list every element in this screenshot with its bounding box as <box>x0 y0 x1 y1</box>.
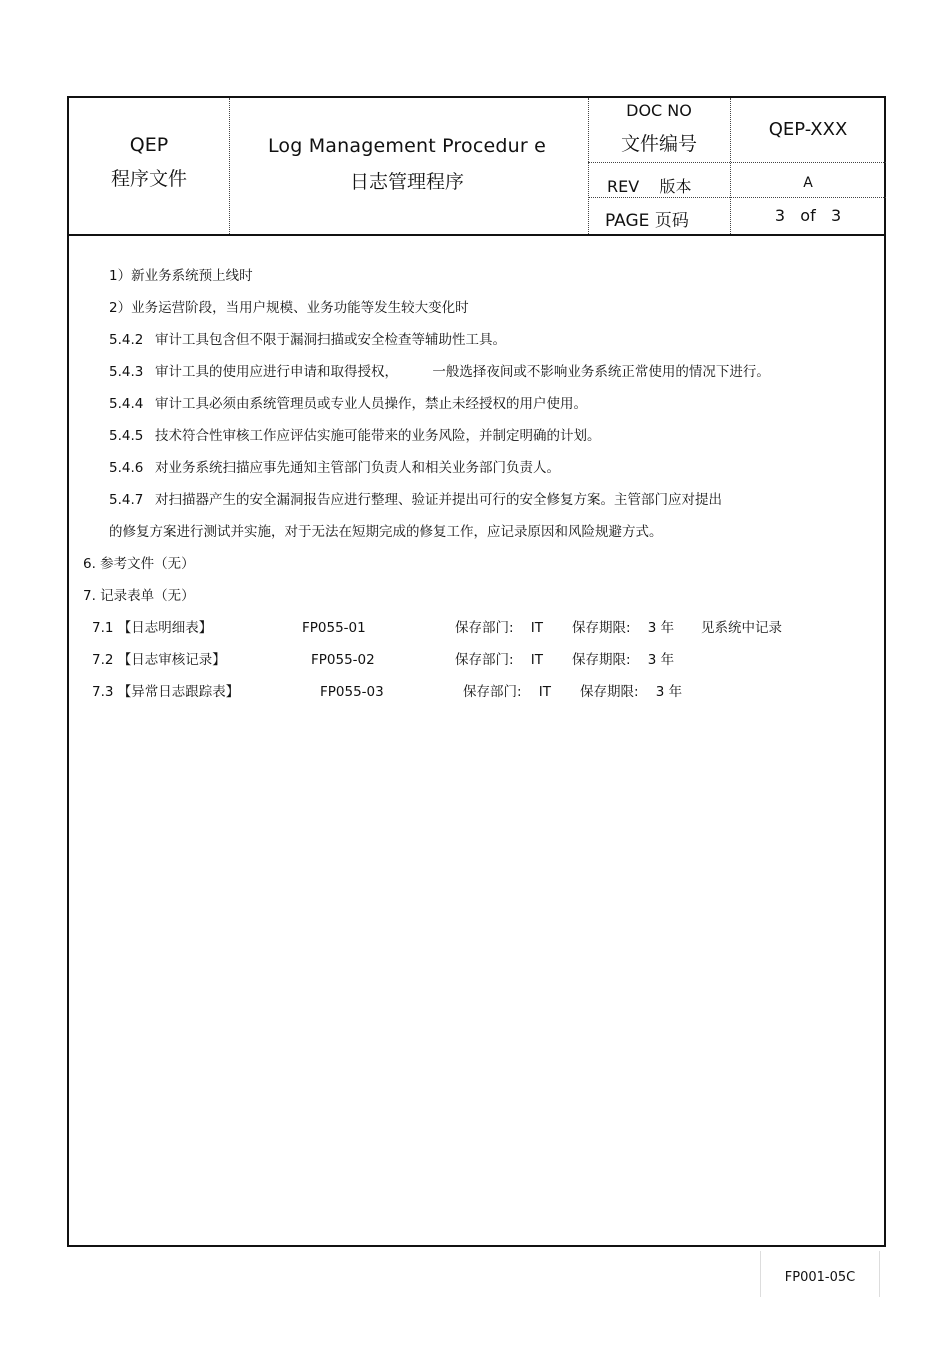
clause-number: 5.4.6 <box>109 460 144 476</box>
clause-text: 对扫描器产生的安全漏洞报告应进行整理、验证并提出可行的安全修复方案。主管部门应对提出 <box>155 492 722 508</box>
record-row <box>67 676 886 708</box>
docno-value: QEP-XXX <box>768 119 848 140</box>
document-title-cn: 日志管理程序 <box>349 171 464 193</box>
clause-text: 对业务系统扫描应事先通知主管部门负责人和相关业务部门负责人。 <box>155 460 560 476</box>
record-code: FP055-01 <box>302 620 366 636</box>
clause <box>67 452 886 484</box>
clause <box>67 484 886 516</box>
clause <box>67 324 886 356</box>
org-doc-type: 程序文件 <box>110 168 187 190</box>
clause-number: 5.4.7 <box>109 492 144 508</box>
record-id: 7.1 【日志明细表】 <box>92 620 213 636</box>
clause-continuation: 的修复方案进行测试并实施，对于无法在短期完成的修复工作，应记录原因和风险规避方式。 <box>109 524 663 540</box>
record-code: FP055-03 <box>320 684 384 700</box>
record-id: 7.3 【异常日志跟踪表】 <box>92 684 240 700</box>
rev-value: A <box>803 175 813 191</box>
record-dept: 保存部门: IT <box>455 620 543 636</box>
record-period: 保存期限: 3 年 <box>580 684 683 700</box>
header-row-divider <box>588 197 886 198</box>
clause-text: 审计工具的使用应进行申请和取得授权， 一般选择夜间或不影响业务系统正常使用的情况下进行。 <box>155 364 770 380</box>
record-id: 7.2 【日志审核记录】 <box>92 652 226 668</box>
record-row <box>67 644 886 676</box>
section-references: 6. 参考文件（无） <box>83 556 195 572</box>
document-body <box>67 260 886 708</box>
record-note: 见系统中记录 <box>701 620 782 636</box>
clause-number: 5.4.4 <box>109 396 144 412</box>
section-records: 7. 记录表单（无） <box>83 588 195 604</box>
page-label: PAGE 页码 <box>605 211 689 231</box>
clause-number: 5.4.5 <box>109 428 144 444</box>
header-row-divider <box>588 162 886 163</box>
record-period: 保存期限: 3 年 <box>572 620 675 636</box>
clause-number: 5.4.2 <box>109 332 144 348</box>
docno-label: DOC NO <box>626 101 692 120</box>
header-divider <box>229 98 230 234</box>
record-row <box>67 612 886 644</box>
clause-number: 5.4.3 <box>109 364 144 380</box>
record-period: 保存期限: 3 年 <box>572 652 675 668</box>
form-code-box <box>760 1251 880 1297</box>
record-code: FP055-02 <box>311 652 375 668</box>
clause-text: 技术符合性审核工作应评估实施可能带来的业务风险，并制定明确的计划。 <box>155 428 601 444</box>
document-title: Log Management Procedur e <box>267 135 547 157</box>
clause-text: 审计工具必须由系统管理员或专业人员操作，禁止未经授权的用户使用。 <box>155 396 587 412</box>
docno-label-cn: 文件编号 <box>620 133 697 155</box>
form-code: FP001-05C <box>784 1270 856 1285</box>
rev-label: REV 版本 <box>607 177 692 196</box>
page-value: 3 of 3 <box>774 206 842 225</box>
record-dept: 保存部门: IT <box>455 652 543 668</box>
body-line: 1）新业务系统预上线时 <box>109 268 253 284</box>
body-line: 2）业务运营阶段，当用户规模、业务功能等发生较大变化时 <box>109 300 469 316</box>
document-header <box>69 98 884 236</box>
org-name: QEP <box>129 134 169 156</box>
clause <box>67 356 886 388</box>
clause-text: 审计工具包含但不限于漏洞扫描或安全检查等辅助性工具。 <box>155 332 506 348</box>
record-dept: 保存部门: IT <box>463 684 551 700</box>
clause <box>67 420 886 452</box>
clause <box>67 388 886 420</box>
